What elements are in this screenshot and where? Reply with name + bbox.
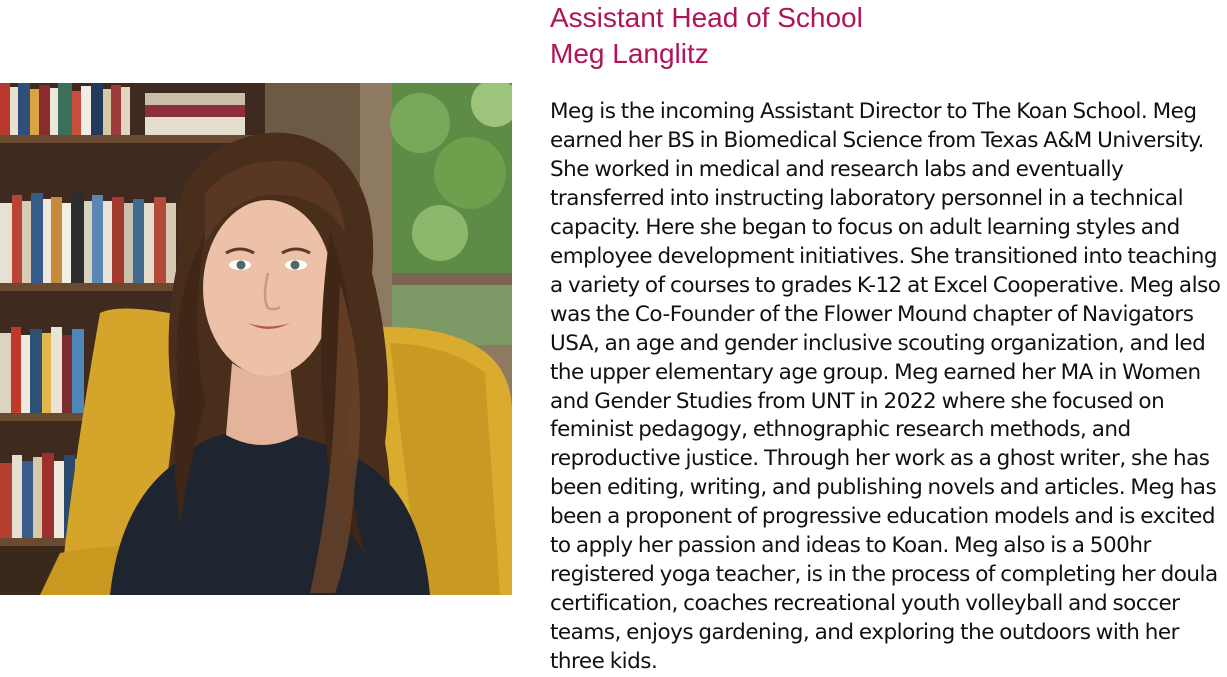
profile-heading — [550, 0, 863, 72]
person-name: Meg Langlitz — [550, 38, 709, 69]
biography-text: Meg is the incoming Assistant Director to The Koan School. Meg earned her BS in Biomedical Science from Texas A&M University. She worked in medical and research labs and eventually transferred into instructing laboratory personnel in a technical capacity. Here she began to focus on adult learning styles and employee development initiatives. She transitioned into teaching a variety of courses to grades K-12 at Excel Cooperative. Meg also was the Co-Founder of the Flower Mound chapter of Navigators USA, an age and gender inclusive scouting organization, and led the upper elementary age group. Meg earned her MA in Women and Gender Studies from UNT in 2022 where she focused on feminist pedagogy, ethnographic research methods, and reproductive justice. Through her work as a ghost writer, she has been editing, writing, and publishing novels and articles. Meg has been a proponent of progressive education models and is excited to apply her passion and ideas to Koan. Meg also is a 500hr registered yoga teacher, is in the process of completing her doula certification, coaches recreational youth volleyball and soccer teams, enjoys gardening, and exploring the outdoors with her three kids. — [550, 99, 1221, 675]
profile-photo — [0, 83, 512, 595]
job-title: Assistant Head of School — [550, 2, 863, 33]
